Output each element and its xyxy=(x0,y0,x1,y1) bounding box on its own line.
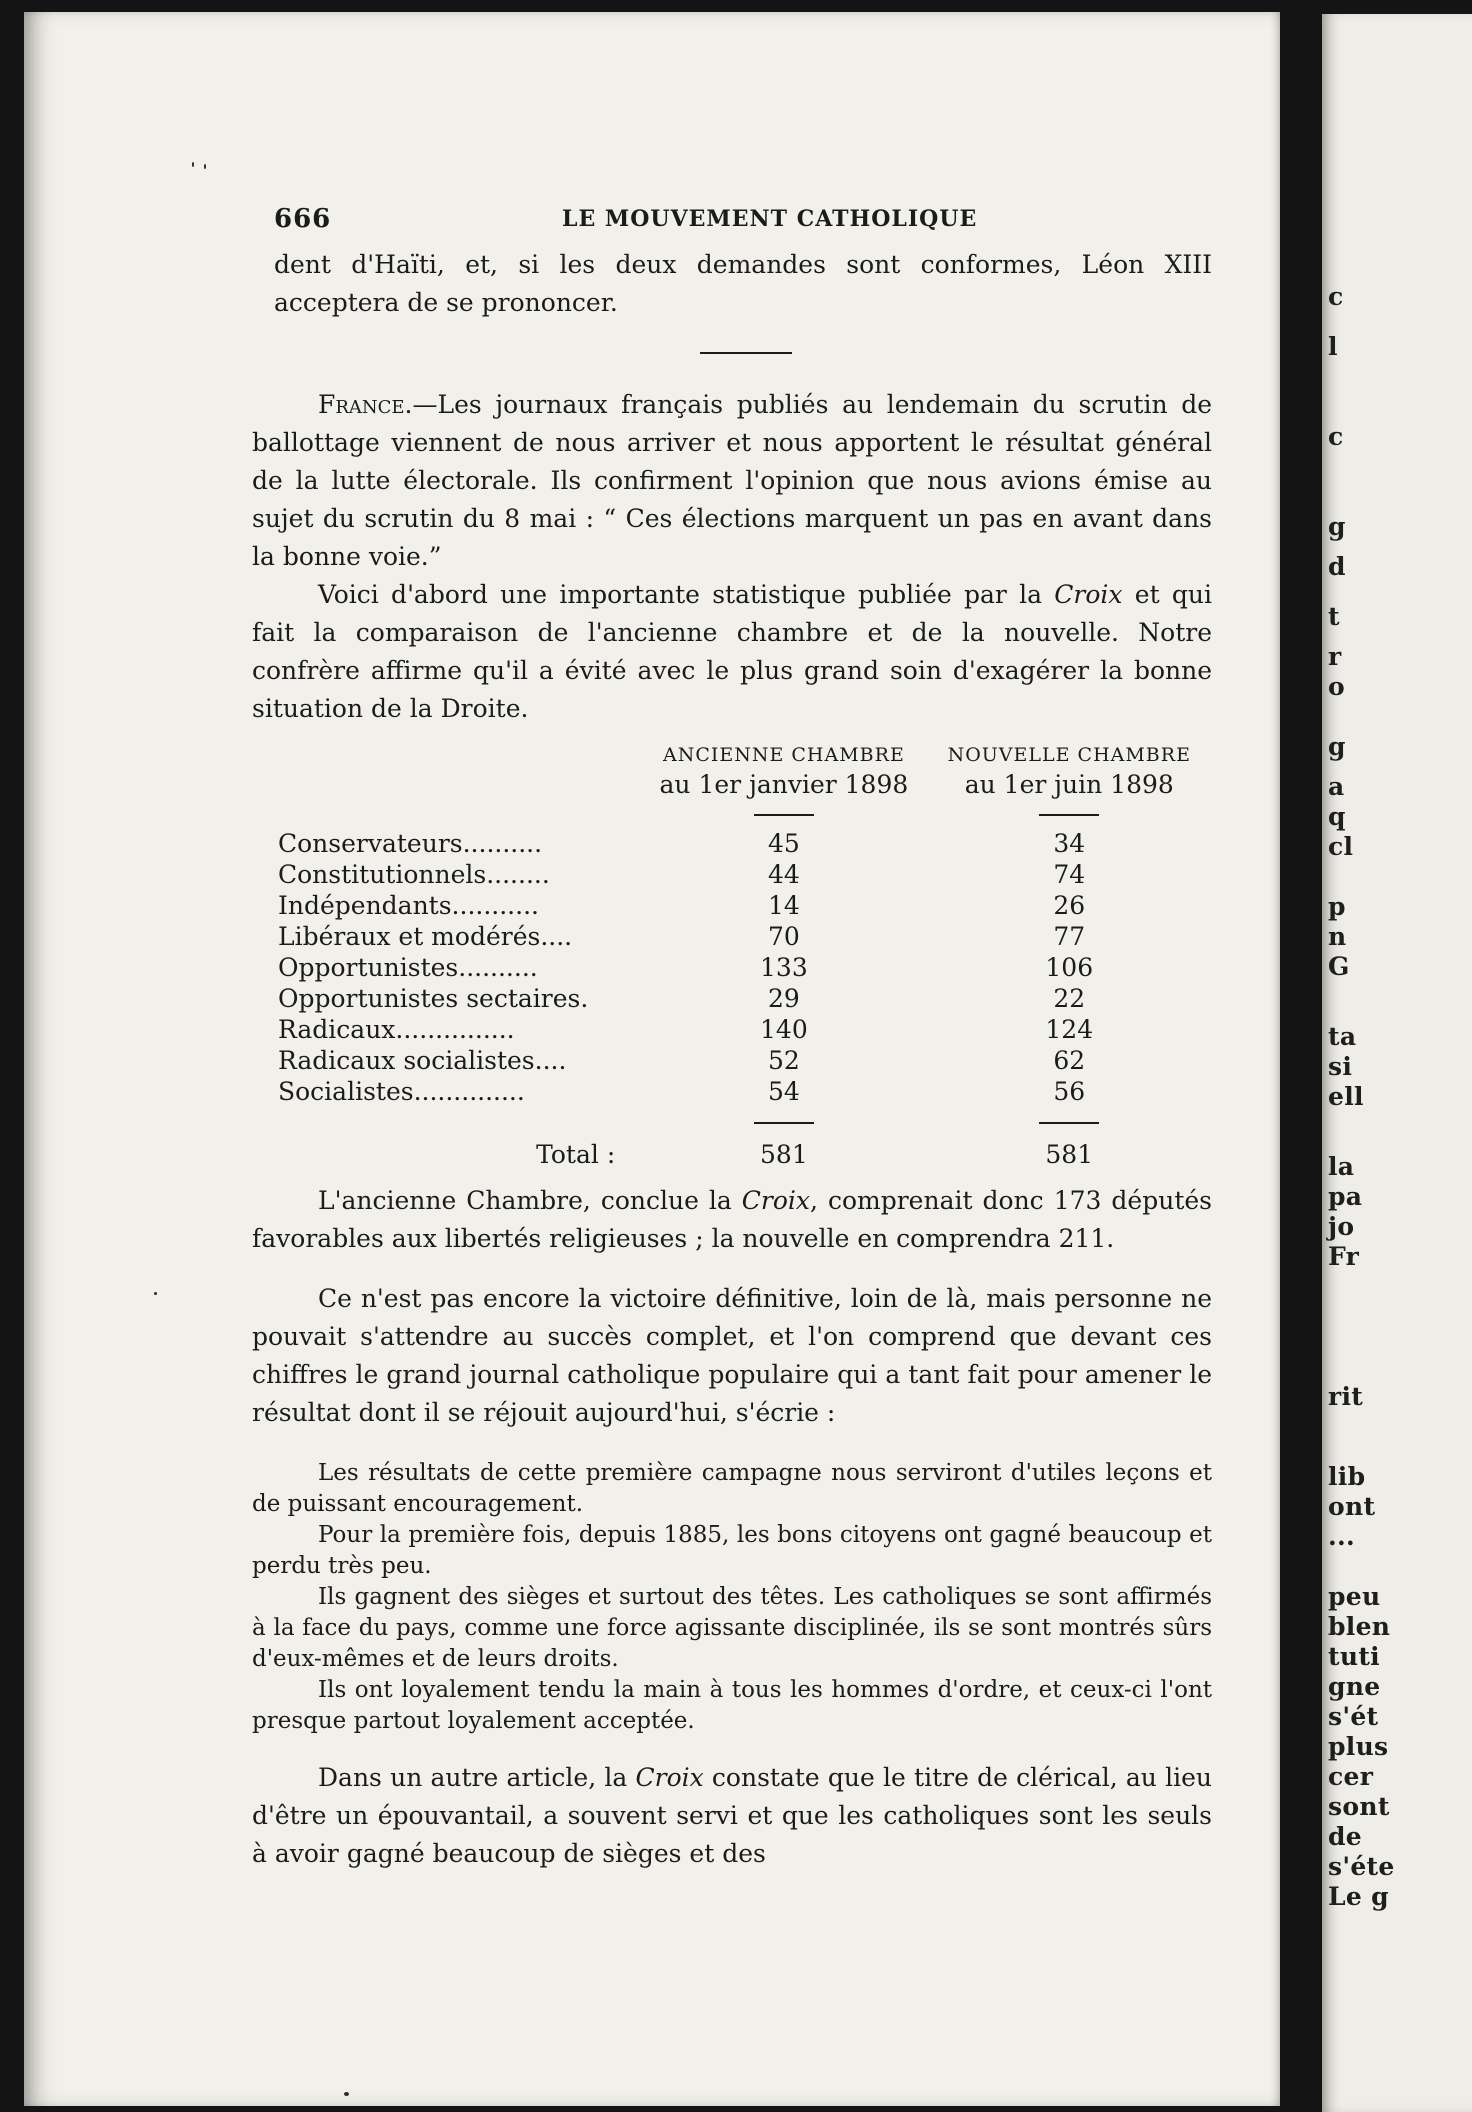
total-rule xyxy=(927,1107,1212,1137)
facing-page-fragment: t xyxy=(1328,602,1340,631)
old-count: 45 xyxy=(767,829,800,858)
facing-page-fragment: g xyxy=(1328,512,1346,541)
france-paragraph xyxy=(252,386,1212,576)
party-label: Opportunistes sectaires. xyxy=(278,984,589,1013)
facing-page-fragment: s'éte xyxy=(1328,1852,1395,1881)
facing-page-fragment: la xyxy=(1328,1152,1355,1181)
statistique-text-b: et qui fait la comparaison de l'ancienne chambre et de la nouvelle. Notre confrère affirme qu'il a évité avec le plus grand soin d'exagérer la bonne situation de la Droite. xyxy=(252,580,1212,723)
facing-page-fragment: cer xyxy=(1328,1762,1374,1791)
col-ancienne-title: ANCIENNE CHAMBRE xyxy=(662,744,905,766)
table-row xyxy=(278,1045,1212,1076)
facing-page-fragment: Fr xyxy=(1328,1242,1360,1271)
old-count: 29 xyxy=(767,984,800,1013)
new-count: 106 xyxy=(1045,953,1094,982)
table-row xyxy=(278,921,1212,952)
facing-page-fragment: de xyxy=(1328,1822,1362,1851)
quote-paragraph: Pour la première fois, depuis 1885, les bons citoyens ont gagné beaucoup et perdu très peu. xyxy=(252,1522,1212,1579)
old-count: 70 xyxy=(767,922,800,951)
final-paragraph xyxy=(252,1759,1212,1873)
quote-paragraph: Ils ont loyalement tendu la main à tous les hommes d'ordre, et ceux-ci l'ont presque partout loyalement acceptée. xyxy=(252,1677,1212,1734)
facing-page-fragment: a xyxy=(1328,772,1345,801)
conclusion-text-b: , comprenait donc 173 députés favorables aux libertés religieuses ; la nouvelle en comprendra 211. xyxy=(252,1186,1212,1253)
party-label: Constitutionnels........ xyxy=(278,860,550,889)
blank-header xyxy=(278,770,641,800)
table-row xyxy=(278,952,1212,983)
facing-page-fragment: r xyxy=(1328,642,1342,671)
total-old: 581 xyxy=(760,1140,808,1169)
running-header xyxy=(252,200,1212,246)
victoire-paragraph: Ce n'est pas encore la victoire définitive, loin de là, mais personne ne pouvait s'attendre au succès complet, et l'on comprend que devant ces chiffres le grand journal catholique populaire qui a tant fait pour amener le résultat dont il se réjouit aujourd'hui, s'écrie : xyxy=(252,1284,1212,1427)
total-label: Total : xyxy=(536,1140,616,1169)
statistique-text-a: Voici d'abord une importante statistique publiée par la xyxy=(318,580,1055,609)
facing-page-fragment: blen xyxy=(1328,1612,1391,1641)
party-label: Indépendants........... xyxy=(278,891,539,920)
total-rule xyxy=(641,1107,926,1137)
facing-page-fragment: Le g xyxy=(1328,1882,1389,1911)
new-count: 77 xyxy=(1053,922,1086,951)
facing-page-fragment: ell xyxy=(1328,1082,1364,1111)
total-new: 581 xyxy=(1045,1140,1094,1169)
facing-page-fragment: jo xyxy=(1328,1212,1355,1241)
facing-page-fragment: l xyxy=(1328,332,1338,361)
running-title: LE MOUVEMENT CATHOLIQUE xyxy=(562,206,978,232)
blank-header xyxy=(278,740,641,770)
conclusion-text-a: L'ancienne Chambre, conclue la xyxy=(318,1186,742,1215)
quote-paragraph: Les résultats de cette première campagne nous serviront d'utiles leçons et de puissant encouragement. xyxy=(252,1460,1212,1517)
facing-page-fragment: tuti xyxy=(1328,1642,1380,1671)
table-row xyxy=(278,859,1212,890)
france-text: —Les journaux français publiés au lendemain du scrutin de ballottage viennent de nous arriver et nous apportent le résultat général de la lutte électorale. Ils confirment l'opinion que nous avions émise au sujet du scrutin du 8 mai : “ Ces élections marquent un pas en avant dans la bonne voie.” xyxy=(252,390,1212,571)
old-count: 14 xyxy=(767,891,800,920)
final-text-b: constate que le titre de clérical, au lieu d'être un épouvantail, a souvent servi et que les catholiques sont les seuls à avoir gagné beaucoup de sièges et des xyxy=(252,1763,1212,1868)
croix-title: Croix xyxy=(741,1186,811,1215)
new-count: 26 xyxy=(1053,891,1086,920)
facing-page-fragment: ta xyxy=(1328,1022,1357,1051)
final-text-a: Dans un autre article, la xyxy=(318,1763,636,1792)
party-label: Radicaux............... xyxy=(278,1015,515,1044)
facing-page-fragment: sont xyxy=(1328,1792,1390,1821)
facing-page-fragment: lib xyxy=(1328,1462,1366,1491)
old-count: 52 xyxy=(767,1046,800,1075)
speck xyxy=(204,164,206,169)
col-nouvelle-date: au 1er juin 1898 xyxy=(964,770,1174,799)
facing-page-fragment: p xyxy=(1328,892,1346,921)
table-row xyxy=(278,1014,1212,1045)
facing-page-fragment: q xyxy=(1328,802,1346,831)
facing-page-edge xyxy=(1322,14,1472,2112)
facing-page-fragment: g xyxy=(1328,732,1346,761)
facing-page-fragment: G xyxy=(1328,952,1350,981)
new-count: 34 xyxy=(1053,829,1086,858)
section-rule xyxy=(700,352,792,354)
quote-paragraph: Ils gagnent des sièges et surtout des têtes. Les catholiques se sont affirmés à la face du pays, comme une force agissante disciplinée, ils se sont montrés sûrs d'eux-mêmes et de leurs droits. xyxy=(252,1584,1212,1672)
total-row xyxy=(278,1137,1212,1170)
table-row xyxy=(278,890,1212,921)
page-number: 666 xyxy=(274,204,332,234)
conclusion-paragraph xyxy=(252,1182,1212,1258)
table-row xyxy=(278,828,1212,859)
new-count: 62 xyxy=(1053,1046,1086,1075)
new-count: 56 xyxy=(1053,1077,1086,1106)
facing-page-fragment: ... xyxy=(1328,1522,1356,1551)
facing-page-fragment: o xyxy=(1328,672,1345,701)
party-label: Libéraux et modérés.... xyxy=(278,922,573,951)
intro-paragraph: dent d'Haïti, et, si les deux demandes sont conformes, Léon XIII acceptera de se prononcer. xyxy=(274,250,1212,317)
facing-page-fragment: si xyxy=(1328,1052,1353,1081)
croix-title: Croix xyxy=(1054,580,1123,609)
facing-page-fragment: c xyxy=(1328,282,1344,311)
facing-page-fragment: peu xyxy=(1328,1582,1381,1611)
blank-cell xyxy=(278,1107,641,1137)
table-row xyxy=(278,983,1212,1014)
facing-page-fragment: cl xyxy=(1328,832,1354,861)
new-count: 22 xyxy=(1053,984,1086,1013)
table-body xyxy=(278,828,1212,1107)
facing-page-fragment: d xyxy=(1328,552,1346,581)
new-count: 124 xyxy=(1045,1015,1094,1044)
facing-page-fragment: plus xyxy=(1328,1732,1389,1761)
party-label: Opportunistes.......... xyxy=(278,953,538,982)
blank-header xyxy=(278,800,641,828)
party-label: Socialistes.............. xyxy=(278,1077,525,1106)
col-nouvelle-title: NOUVELLE CHAMBRE xyxy=(947,744,1191,766)
old-count: 140 xyxy=(760,1015,808,1044)
party-label: Radicaux socialistes.... xyxy=(278,1046,567,1075)
page-content xyxy=(252,200,1212,1873)
facing-page-fragment: n xyxy=(1328,922,1347,951)
col-rule xyxy=(641,800,926,828)
speck xyxy=(192,162,194,167)
table-row xyxy=(278,1076,1212,1107)
facing-page-fragment: s'ét xyxy=(1328,1702,1379,1731)
party-label: Conservateurs.......... xyxy=(278,829,543,858)
new-count: 74 xyxy=(1053,860,1086,889)
old-count: 54 xyxy=(767,1077,800,1106)
facing-page-fragment: pa xyxy=(1328,1182,1363,1211)
facing-page-fragment: c xyxy=(1328,422,1344,451)
old-count: 44 xyxy=(767,860,800,889)
france-lead: France. xyxy=(318,390,413,419)
facing-page-fragment: rit xyxy=(1328,1382,1364,1411)
facing-page-fragment: gne xyxy=(1328,1672,1381,1701)
speck xyxy=(344,2092,349,2096)
chamber-statistics-table xyxy=(278,740,1212,1170)
book-page xyxy=(24,12,1280,2106)
old-count: 133 xyxy=(760,953,808,982)
croix-title: Croix xyxy=(635,1763,704,1792)
speck xyxy=(154,1292,157,1295)
statistique-paragraph xyxy=(252,576,1212,728)
croix-quotation xyxy=(252,1458,1212,1737)
facing-page-fragment: ont xyxy=(1328,1492,1376,1521)
col-rule xyxy=(927,800,1212,828)
col-ancienne-date: au 1er janvier 1898 xyxy=(659,770,909,799)
